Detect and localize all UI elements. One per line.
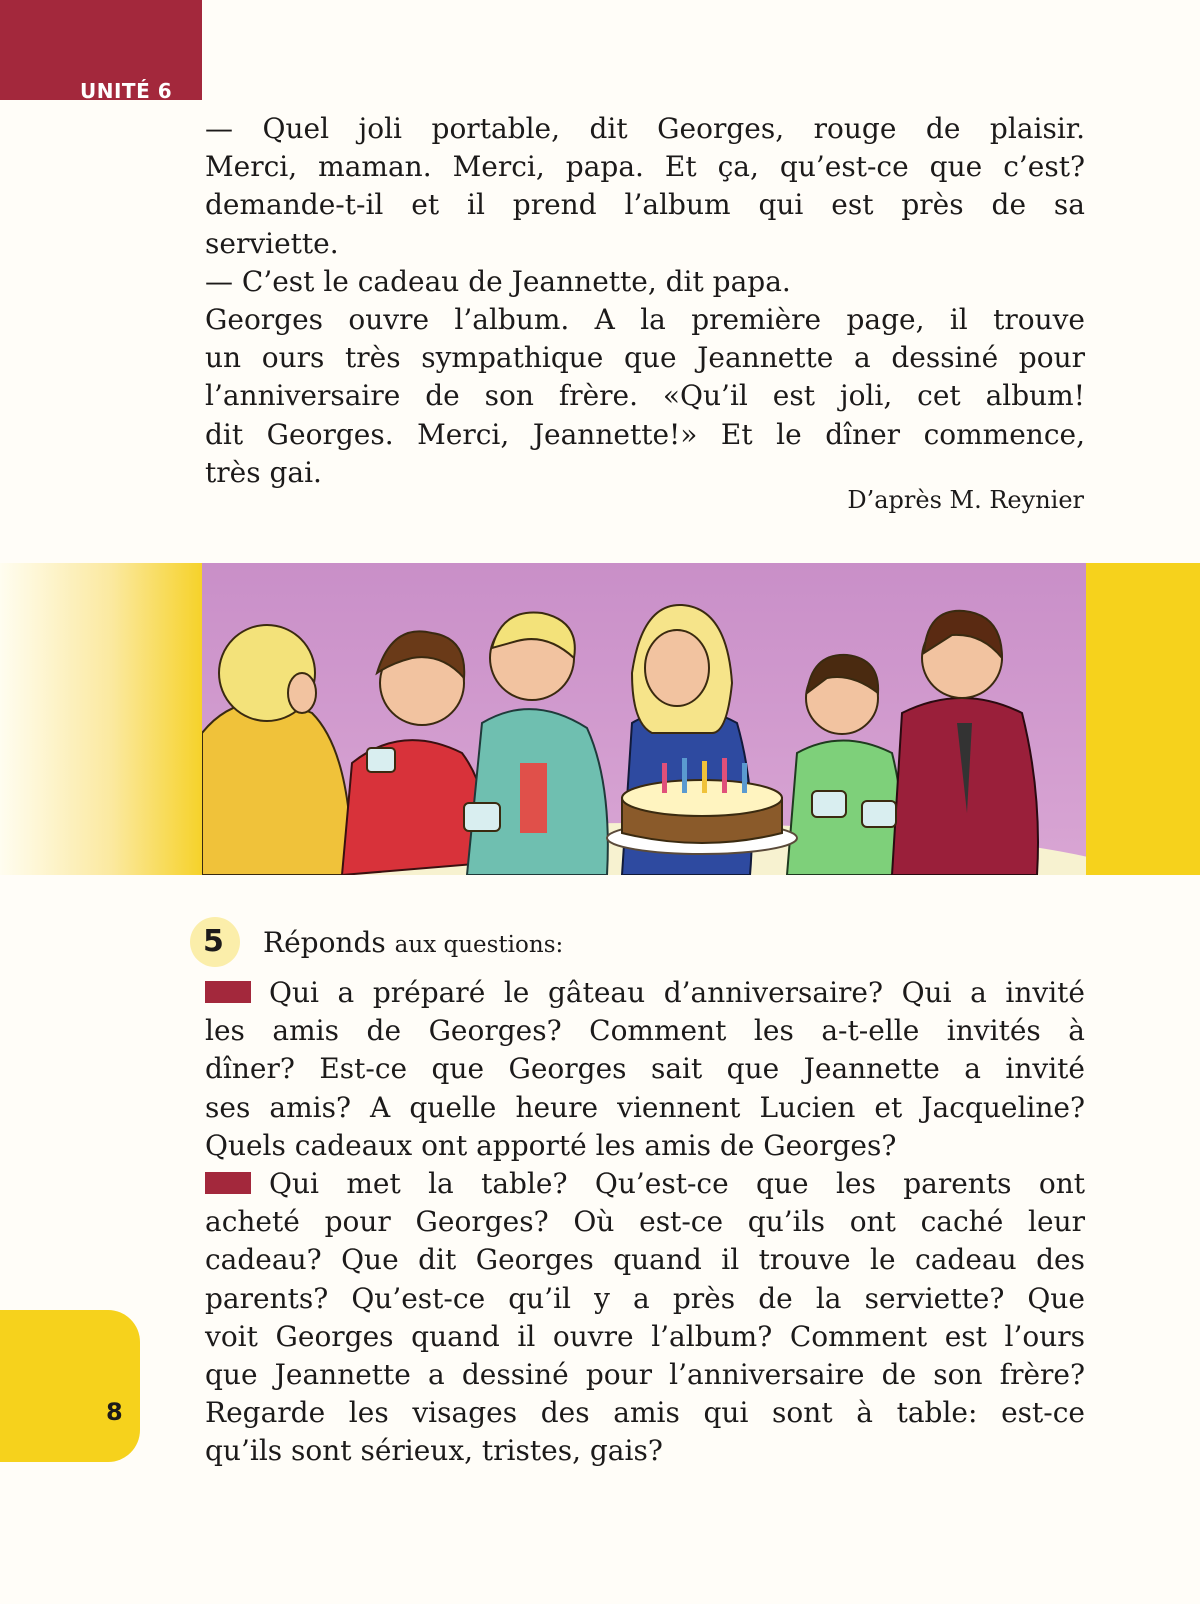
unit-label: UNITÉ 6 — [80, 79, 173, 103]
story-line: un ours très sympathique que Jeannette a dessiné pour — [205, 341, 1085, 375]
question-line: cadeau? Que dit Georges quand il trouve le cadeau des — [205, 1243, 1085, 1277]
birthday-illustration — [202, 563, 1086, 875]
question-line: les amis de Georges? Comment les a-t-elle invités à — [205, 1014, 1085, 1048]
story-line: Georges ouvre l’album. A la première page, il trouve — [205, 303, 1085, 337]
story-line: demande-t-il et il prend l’album qui est près de sa — [205, 188, 1085, 222]
level-marker-icon — [205, 981, 251, 1003]
question-line: Quels cadeaux ont apporté les amis de Georges? — [205, 1128, 897, 1162]
band-right-yellow — [1086, 563, 1200, 875]
exercise-questions — [205, 974, 1085, 1471]
story-line: très gai. — [205, 455, 322, 489]
story-line: — C’est le cadeau de Jeannette, dit papa. — [205, 264, 791, 298]
question-line: ses amis? A quelle heure viennent Lucien et Jacqueline? — [205, 1090, 1085, 1124]
story-line: Merci, maman. Merci, papa. Et ça, qu’est-ce que c’est? — [205, 150, 1085, 184]
story-line: dit Georges. Merci, Jeannette!» Et le dîner commence, — [205, 417, 1085, 451]
question-line: voit Georges quand il ouvre l’album? Comment est l’ours — [205, 1319, 1085, 1353]
question-line: acheté pour Georges? Où est-ce qu’ils ont caché leur — [205, 1205, 1085, 1239]
attribution: D’après M. Reynier — [847, 486, 1084, 514]
story-line: — Quel joli portable, dit Georges, rouge de plaisir. — [205, 112, 1085, 145]
story-line: serviette. — [205, 226, 339, 260]
question-line: qu’ils sont sérieux, tristes, gais? — [205, 1434, 663, 1468]
page-number: 8 — [106, 1398, 123, 1426]
question-line: que Jeannette a dessiné pour l’anniversaire de son frère? — [205, 1358, 1085, 1392]
story-text — [205, 110, 1085, 492]
level-marker-icon — [205, 1172, 251, 1194]
page-number-tab — [0, 1310, 140, 1462]
question-line: Qui met la table? Qu’est-ce que les parents ont — [205, 1165, 1085, 1203]
question-line: dîner? Est-ce que Georges sait que Jeannette a invité — [205, 1052, 1085, 1086]
question-line: parents? Qu’est-ce qu’il y a près de la serviette? Que — [205, 1281, 1085, 1315]
exercise-title-main: Réponds — [263, 926, 386, 959]
story-line: l’anniversaire de son frère. «Qu’il est joli, cet album! — [205, 379, 1085, 413]
question-line: Qui a préparé le gâteau d’anniversaire? Qui a invité — [205, 974, 1085, 1012]
band-left-gradient — [0, 563, 202, 875]
exercise-title — [263, 926, 563, 959]
question-line: Regarde les visages des amis qui sont à table: est-ce — [205, 1396, 1085, 1430]
exercise-title-rest: aux questions: — [394, 932, 564, 958]
exercise-number: 5 — [203, 924, 224, 959]
